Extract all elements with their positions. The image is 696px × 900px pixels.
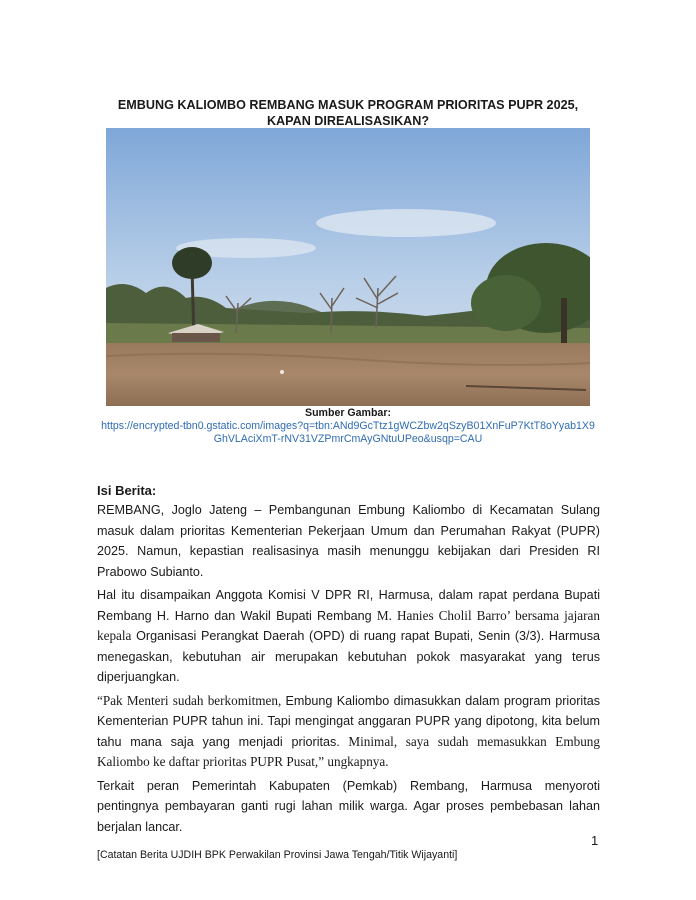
paragraph-3-part-1: “Pak Menteri sudah berkomitmen, [97, 692, 286, 708]
article-title [60, 97, 636, 129]
paragraph-2-part-2: M. Hanies Cholil Barro’ bersama jajaran kepala [97, 607, 600, 643]
paragraph-2 [97, 585, 600, 688]
paragraph-3-part-2: Embung Kaliombo dimasukkan dalam program prioritas Kementerian PUPR tahun ini. Tapi mengingat anggaran PUPR yang dipotong, kita belum tahu mana saja yang menjadi prioritas. [97, 693, 600, 749]
title-line-1: EMBUNG KALIOMBO REMBANG MASUK PROGRAM PRIORITAS PUPR 2025, [117, 98, 579, 112]
paragraph-3-part-3: Minimal, saya sudah memasukkan Embung Kaliombo ke daftar prioritas PUPR Pusat,” ungkapnya. [97, 733, 600, 769]
paragraph-4: Terkait peran Pemerintah Kabupaten (Pemkab) Rembang, Harmusa menyoroti pentingnya pembayaran ganti rugi lahan milik warga. Agar proses pembebasan lahan berjalan lancar. [97, 778, 600, 834]
page-footer: [Catatan Berita UJDIH BPK Perwakilan Provinsi Jawa Tengah/Titik Wijayanti] [97, 849, 458, 861]
image-source-link[interactable]: https://encrypted-tbn0.gstatic.com/images?q=tbn:ANd9GcTtz1gWCZbw2qSzyB01XnFuP7KtT8oYyab1X9GhVLAciXmT-rNV31VZPmrCmAyGNtuUPeo&usqp=CAU [101, 420, 595, 445]
image-source-label: Sumber Gambar: [305, 407, 391, 419]
paragraph-1: REMBANG, Joglo Jateng – Pembangunan Embung Kaliombo di Kecamatan Sulang masuk dalam prioritas Kementerian Pekerjaan Umum dan Perumahan Rakyat (PUPR) 2025. Namun, kepastian realisasinya masih menunggu kebijakan dari Presiden RI Prabowo Subianto. [97, 503, 600, 579]
image-caption [100, 407, 596, 446]
paragraph-2-part-3: Organisasi Perangkat Daerah (OPD) di ruang rapat Bupati, Senin (3/3). Harmusa menegaskan, kebutuhan air merupakan kebutuhan pokok masyarakat yang terus diperjuangkan. [97, 629, 600, 684]
news-photo [106, 128, 590, 406]
section-label: Isi Berita: [97, 483, 157, 498]
article-body [97, 500, 600, 840]
title-line-2: KAPAN DIREALISASIKAN? [266, 114, 430, 128]
paragraph-2-part-1: Hal itu disampaikan Anggota Komisi V DPR RI, Harmusa, dalam rapat perdana Bupati Rembang H. Harno dan Wakil Bupati Rembang [97, 588, 600, 623]
paragraph-3 [97, 691, 600, 773]
page-number: 1 [591, 833, 599, 848]
